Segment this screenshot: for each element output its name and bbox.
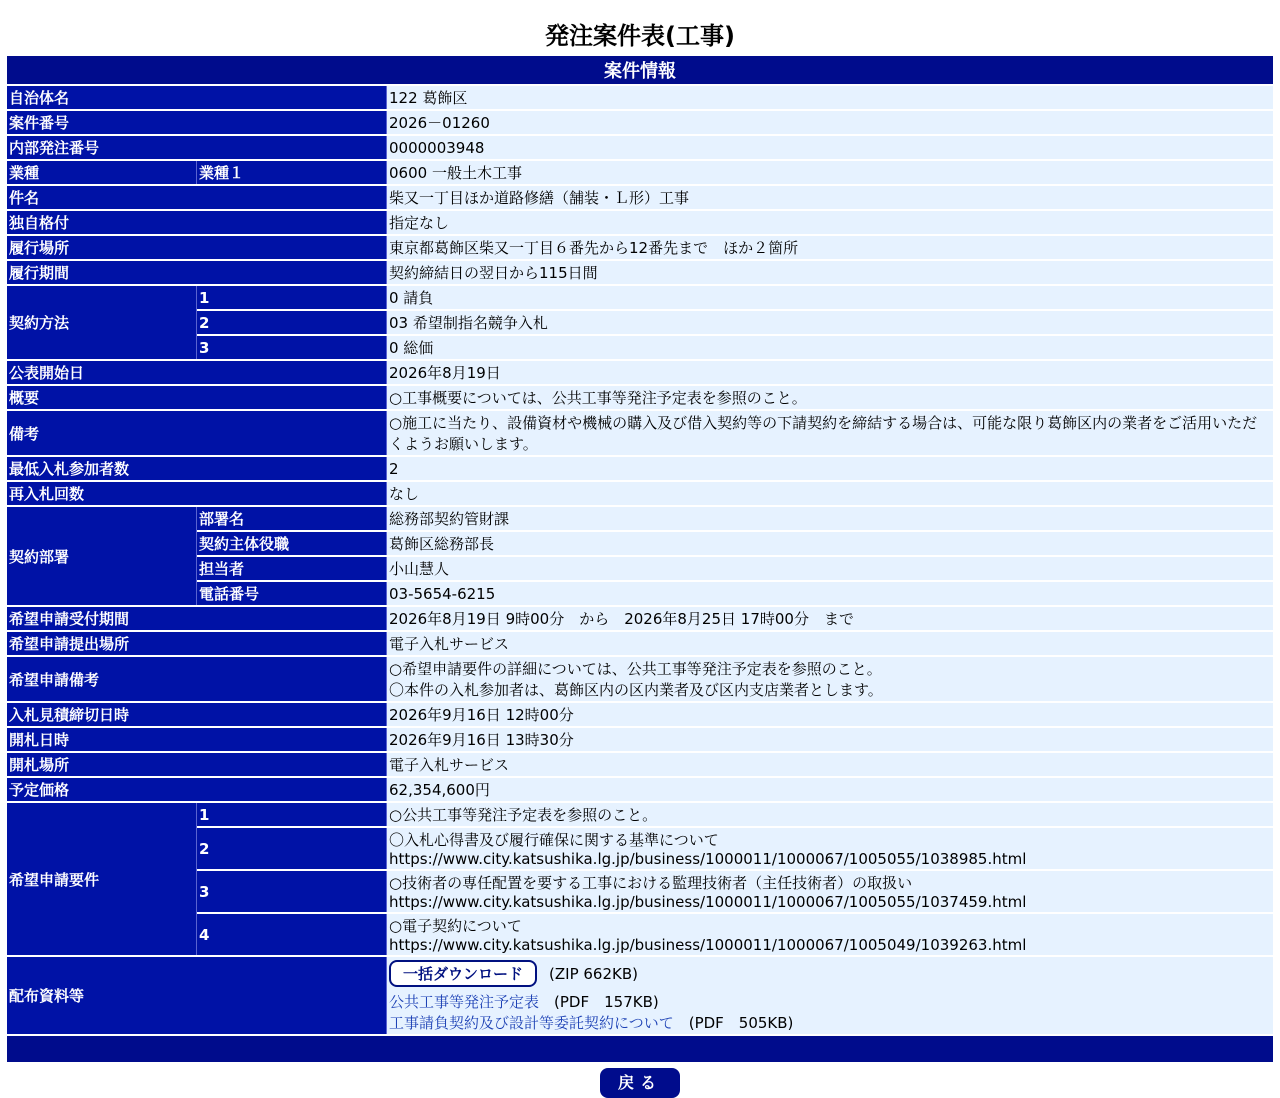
value-jichitai: 122 葛飾区: [387, 86, 1273, 109]
shinsei-biko-line1: ○希望申請要件の詳細については、公共工事等発注予定表を参照のこと。: [389, 660, 882, 678]
label-kaisatsu-basho: 開札場所: [7, 753, 387, 776]
footer-bar: [7, 1036, 1273, 1062]
value-yotei: 62,354,600円: [387, 778, 1273, 801]
yoken-2-text: 〇入札心得書及び履行確保に関する基準について: [389, 831, 719, 849]
label-kaisatsu: 開札日時: [7, 728, 387, 751]
case-info-table: [7, 54, 1273, 1064]
value-tantosha: 小山慧人: [387, 557, 1273, 580]
value-shinsei-biko: [387, 657, 1273, 701]
label-kenmei: 件名: [7, 186, 387, 209]
value-keiyaku-2: 03 希望制指名競争入札: [387, 311, 1273, 334]
sublabel-gyoshu: 業種１: [197, 161, 387, 184]
label-anken-no: 案件番号: [7, 111, 387, 134]
shinsei-biko-line2: 〇本件の入札参加者は、葛飾区内の区内業者及び区内支店業者とします。: [389, 681, 883, 699]
value-keiyaku-3: 0 総価: [387, 336, 1273, 359]
label-yotei: 予定価格: [7, 778, 387, 801]
label-haifu: 配布資料等: [7, 957, 387, 1034]
value-yoken-1: ○公共工事等発注予定表を参照のこと。: [387, 803, 1273, 826]
label-teishutsu: 希望申請提出場所: [7, 632, 387, 655]
label-kohyo: 公表開始日: [7, 361, 387, 384]
sublabel-yoken-4: 4: [197, 914, 387, 955]
label-shinsei-biko: 希望申請備考: [7, 657, 387, 701]
label-kikan: 履行期間: [7, 261, 387, 284]
file-info-yotei: (PDF 157KB): [554, 993, 659, 1011]
label-uketsuke: 希望申請受付期間: [7, 607, 387, 630]
page-title: 発注案件表(工事): [545, 22, 735, 50]
sublabel-bushomei: 部署名: [197, 507, 387, 530]
sublabel-tantosha: 担当者: [197, 557, 387, 580]
value-dokuji: 指定なし: [387, 211, 1273, 234]
value-biko: ○施工に当たり、設備資材や機械の購入及び借入契約等の下請契約を締結する場合は、可能な限り葛飾区内の業者をご活用いただくようお願いします。: [387, 411, 1273, 455]
sublabel-keiyaku-1: 1: [197, 286, 387, 309]
label-busho: 契約部署: [7, 507, 197, 605]
value-uketsuke: 2026年8月19日 9時00分 から 2026年8月25日 17時00分 まで: [387, 607, 1273, 630]
sublabel-yoken-1: 1: [197, 803, 387, 826]
file-info-keiyaku: (PDF 505KB): [688, 1014, 794, 1032]
sublabel-yoken-2: 2: [197, 828, 387, 869]
value-bushomei: 総務部契約管財課: [387, 507, 1273, 530]
value-yakushoku: 葛飾区総務部長: [387, 532, 1273, 555]
file-link-yotei[interactable]: 公共工事等発注予定表: [389, 993, 540, 1011]
bulk-download-button[interactable]: 一括ダウンロード: [389, 960, 537, 987]
yoken-4-url: https://www.city.katsushika.lg.jp/business/1000011/1000067/1005049/1039263.html: [389, 936, 1027, 954]
label-gyoshu: 業種: [7, 161, 197, 184]
back-button-wrap: [0, 1068, 1280, 1098]
value-gyoshu: 0600 一般土木工事: [387, 161, 1273, 184]
label-yoken: 希望申請要件: [7, 803, 197, 955]
value-anken-no: 2026－01260: [387, 111, 1273, 134]
yoken-3-url: https://www.city.katsushika.lg.jp/business/1000011/1000067/1005055/1037459.html: [389, 893, 1027, 911]
yoken-4-text: ○電子契約について: [389, 917, 522, 935]
section-header: 案件情報: [7, 56, 1273, 84]
label-gaiyo: 概要: [7, 386, 387, 409]
value-naibu-no: 0000003948: [387, 136, 1273, 159]
label-saitei: 最低入札参加者数: [7, 457, 387, 480]
sublabel-denwa: 電話番号: [197, 582, 387, 605]
value-kaisatsu-basho: 電子入札サービス: [387, 753, 1273, 776]
label-sainyusatsu: 再入札回数: [7, 482, 387, 505]
label-jichitai: 自治体名: [7, 86, 387, 109]
value-shimekiri: 2026年9月16日 12時00分: [387, 703, 1273, 726]
value-haifu: [387, 957, 1273, 1034]
value-saitei: 2: [387, 457, 1273, 480]
label-naibu-no: 内部発注番号: [7, 136, 387, 159]
value-kenmei: 柴又一丁目ほか道路修繕（舗装・Ｌ形）工事: [387, 186, 1273, 209]
value-basho: 東京都葛飾区柴又一丁目６番先から12番先まで ほか２箇所: [387, 236, 1273, 259]
sublabel-keiyaku-3: 3: [197, 336, 387, 359]
label-biko: 備考: [7, 411, 387, 455]
sublabel-yoken-3: 3: [197, 871, 387, 912]
bulk-download-info: (ZIP 662KB): [549, 965, 638, 983]
sublabel-keiyaku-2: 2: [197, 311, 387, 334]
value-gaiyo: ○工事概要については、公共工事等発注予定表を参照のこと。: [387, 386, 1273, 409]
value-yoken-3: [387, 871, 1273, 912]
value-yoken-4: [387, 914, 1273, 955]
label-dokuji: 独自格付: [7, 211, 387, 234]
value-kohyo: 2026年8月19日: [387, 361, 1273, 384]
yoken-2-url: https://www.city.katsushika.lg.jp/business/1000011/1000067/1005055/1038985.html: [389, 850, 1027, 868]
sublabel-yakushoku: 契約主体役職: [197, 532, 387, 555]
label-shimekiri: 入札見積締切日時: [7, 703, 387, 726]
label-keiyaku-hoho: 契約方法: [7, 286, 197, 359]
value-keiyaku-1: 0 請負: [387, 286, 1273, 309]
value-yoken-2: [387, 828, 1273, 869]
value-kikan: 契約締結日の翌日から115日間: [387, 261, 1273, 284]
file-link-keiyaku[interactable]: 工事請負契約及び設計等委託契約について: [389, 1014, 674, 1032]
back-button[interactable]: 戻る: [600, 1068, 680, 1098]
value-denwa: 03-5654-6215: [387, 582, 1273, 605]
yoken-3-text: ○技術者の専任配置を要する工事における監理技術者（主任技術者）の取扱い: [389, 874, 913, 892]
value-teishutsu: 電子入札サービス: [387, 632, 1273, 655]
value-sainyusatsu: なし: [387, 482, 1273, 505]
label-basho: 履行場所: [7, 236, 387, 259]
value-kaisatsu: 2026年9月16日 13時30分: [387, 728, 1273, 751]
